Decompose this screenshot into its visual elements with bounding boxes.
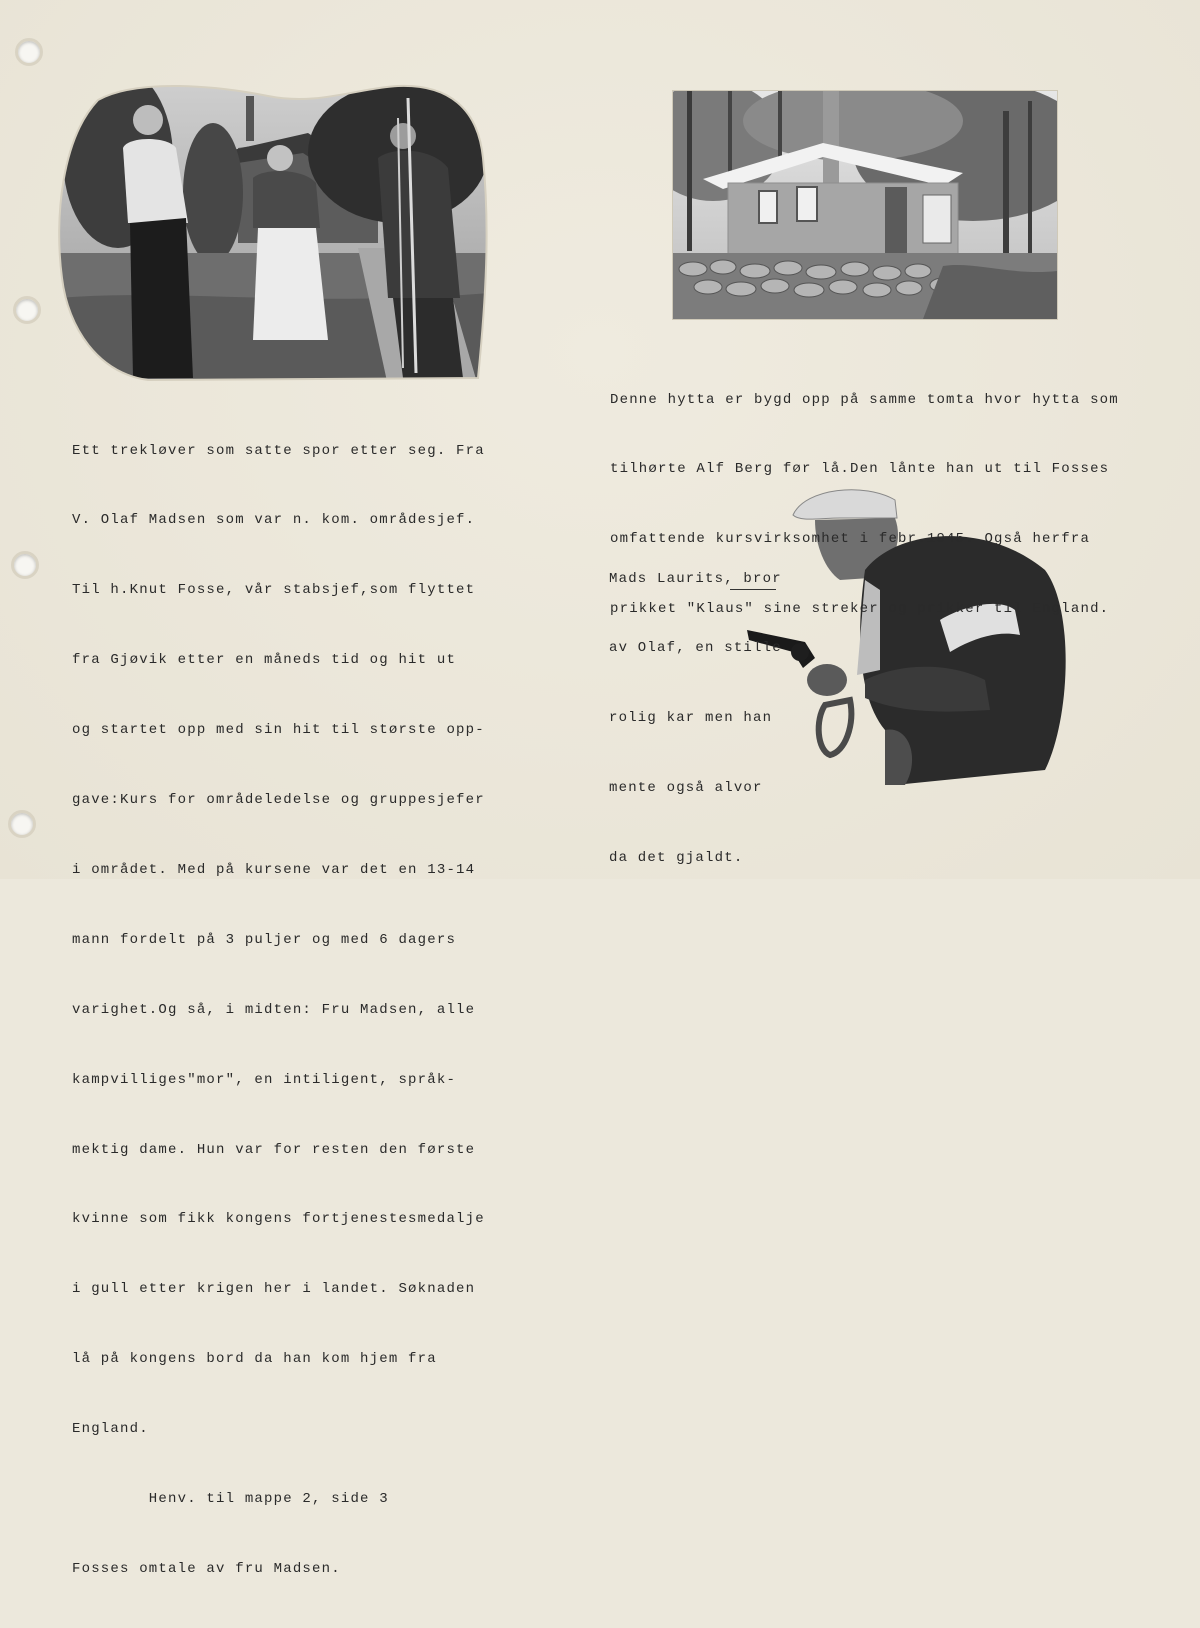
left-caption-line-13: i gull etter krigen her i landet. Søknaden — [72, 1281, 476, 1298]
left-caption-line-1: Ett trekløver som satte spor etter seg. Fra — [72, 442, 485, 459]
left-caption-line-8: mann fordelt på 3 puljer og med 6 dagers — [72, 931, 457, 948]
portrait-caption-line-2: av Olaf, en stille — [609, 640, 782, 657]
left-caption-line-5: og startet opp med sin hit til største opp- — [72, 722, 485, 739]
binder-hole-3 — [11, 551, 39, 579]
left-caption-line-3: Til h.Knut Fosse, vår stabsjef,som flyttet — [72, 582, 476, 599]
cabin-caption-line-1: Denne hytta er bygd opp på samme tomta hvor hytta som — [610, 391, 1119, 408]
cabin-photo — [672, 90, 1058, 320]
portrait-caption — [609, 521, 782, 917]
left-caption-line-12: kvinne som fikk kongens fortjenestesmedalje — [72, 1211, 485, 1228]
left-caption-line-6: gave:Kurs for områdeledelse og gruppesjefer — [72, 792, 485, 809]
cabin-caption-line-2: tilhørte Alf Berg før lå.Den lånte han ut til Fosses — [610, 461, 1110, 478]
binder-hole-2 — [13, 296, 41, 324]
left-caption-line-4: fra Gjøvik etter en måneds tid og hit ut — [72, 652, 457, 669]
left-caption-line-17: Fosses omtale av fru Madsen. — [72, 1560, 341, 1577]
left-caption-line-15: England. — [72, 1421, 149, 1438]
left-caption-line-14: lå på kongens bord da han kom hjem fra — [72, 1351, 437, 1368]
binder-hole-4 — [8, 810, 36, 838]
cabin-caption-line-3: omfattende kursvirksomhet i febr.1945. Også herfra — [610, 531, 1091, 548]
portrait-caption-line-5: da det gjaldt. — [609, 850, 744, 867]
left-caption-line-9: varighet.Og så, i midten: Fru Madsen, alle — [72, 1001, 476, 1018]
left-caption-line-2: V. Olaf Madsen som var n. kom. områdesjef. — [72, 512, 476, 529]
binder-hole-1 — [15, 38, 43, 66]
han-underline — [730, 589, 776, 590]
portrait-caption-line-3: rolig kar men han — [609, 710, 773, 727]
garden-trio-photo-graphic — [58, 78, 490, 386]
cabin-caption-line-4: prikket "Klaus" sine streker og prikker til England. — [610, 601, 1110, 618]
left-caption-line-11: mektig dame. Hun var for resten den første — [72, 1141, 476, 1158]
portrait-caption-line-4: mente også alvor — [609, 780, 763, 797]
garden-trio-photo — [58, 78, 490, 386]
cabin-photo-graphic — [673, 91, 1057, 319]
left-caption-line-7: i området. Med på kursene var det en 13-14 — [72, 861, 476, 878]
left-caption-line-10: kampvilliges"mor", en intiligent, språk- — [72, 1071, 457, 1088]
left-caption — [72, 393, 485, 1628]
left-caption-line-16: Henv. til mappe 2, side 3 — [72, 1490, 389, 1507]
portrait-caption-line-1: Mads Laurits, bror — [609, 570, 782, 587]
